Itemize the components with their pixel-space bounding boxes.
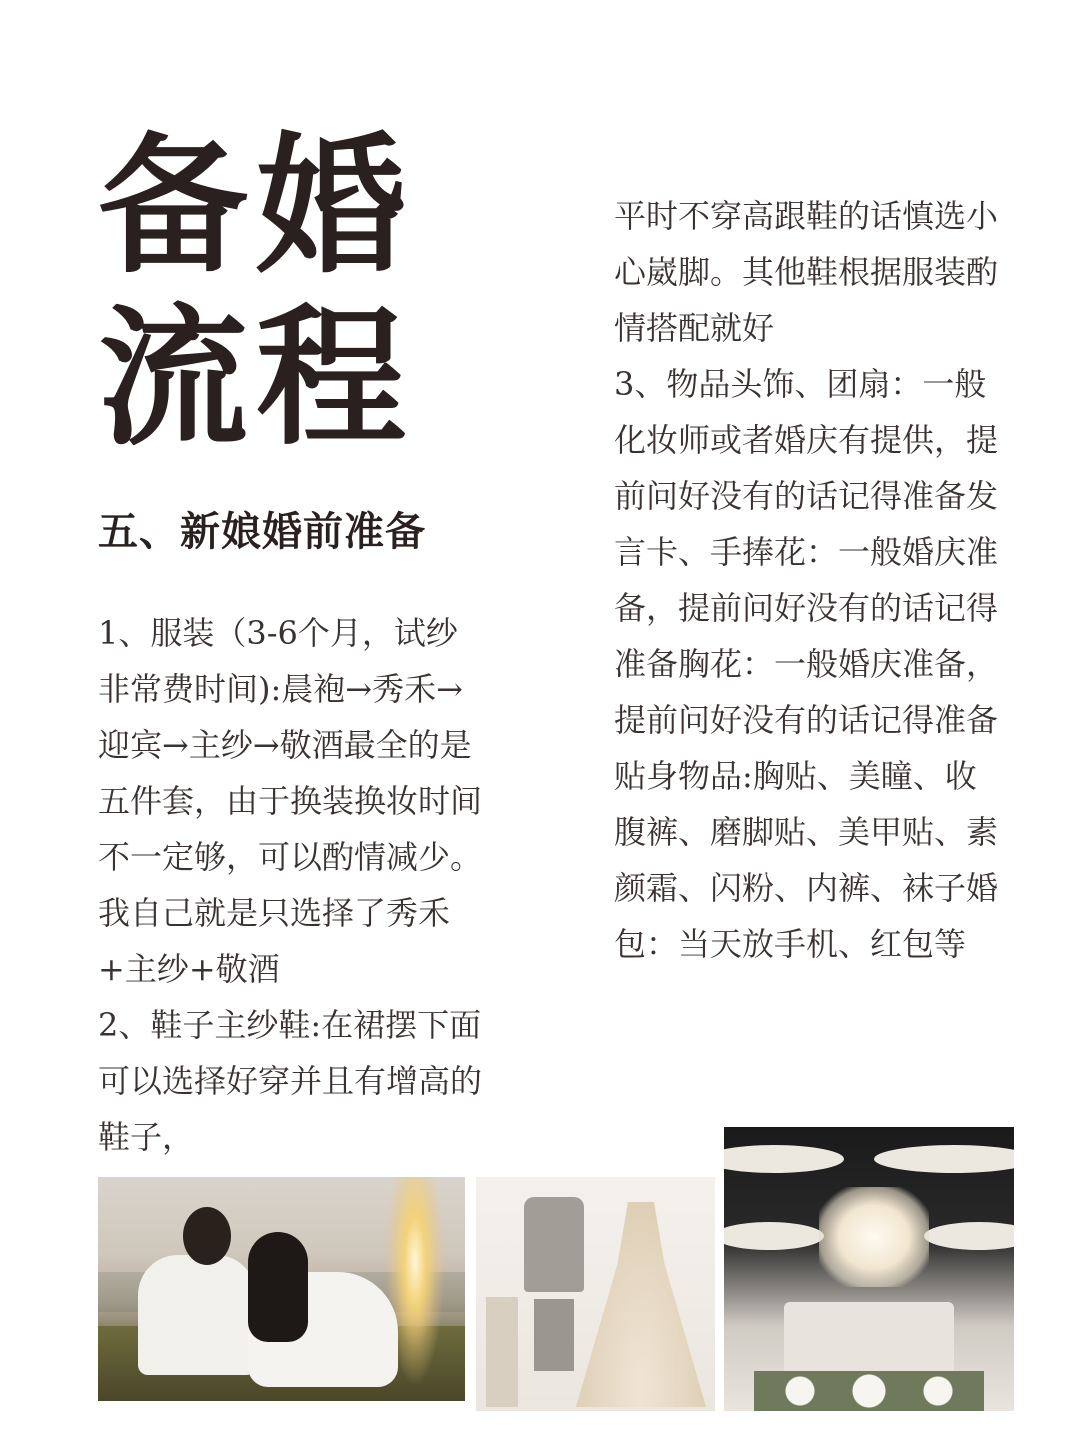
section-heading: 五、新娘婚前准备 — [98, 508, 426, 555]
floral-decoration — [754, 1371, 984, 1411]
groom-suit — [524, 1197, 584, 1292]
shoes-paragraph: 2、鞋子主纱鞋:在裙摆下面可以选择好穿并且有增高的鞋子， — [98, 1006, 483, 1156]
couple-photo — [98, 1177, 465, 1401]
shoes-continued-paragraph: 平时不穿高跟鞋的话慎选小心崴脚。其他鞋根据服装酌情搭配就好 — [614, 197, 999, 347]
wedding-dress — [576, 1202, 706, 1407]
title-line-2: 流程 — [98, 290, 415, 466]
items-paragraph: 3、物品头饰、团扇：一般化妆师或者婚庆有提供，提前问好没有的话记得准备发言卡、手捧花：一般婚庆准备，提前问好没有的话记得准备胸花：一般婚庆准备，提前问好没有的话记得准备贴身物品:胸贴、美瞳、收腹裤、磨脚贴、美甲贴、素颜霜、闪粉、内裤、袜子婚包：当天放手机、红包等 — [614, 365, 999, 963]
display-stand — [486, 1297, 518, 1407]
ceiling-drape — [724, 1145, 844, 1173]
bride-hair — [248, 1232, 308, 1342]
suit-trousers — [534, 1299, 574, 1371]
ceiling-drape — [874, 1145, 1014, 1173]
right-text-column — [614, 188, 1004, 972]
groom-head — [183, 1207, 231, 1265]
groom-figure — [138, 1255, 256, 1375]
left-text-column — [98, 605, 488, 1165]
crystal-chandelier — [819, 1187, 929, 1287]
title-line-1: 备婚 — [98, 118, 415, 294]
page-title — [98, 120, 418, 464]
ceiling-drape — [724, 1222, 824, 1250]
clothing-paragraph: 1、服装（3-6个月，试纱非常费时间):晨袍→秀禾→迎宾→主纱→敬酒最全的是五件套，由于换装换妆时间不一定够，可以酌情减少。我自己就是只选择了秀禾+主纱+敬酒 — [98, 614, 483, 988]
ceremony-stage — [784, 1302, 954, 1377]
wedding-hall-photo — [724, 1127, 1014, 1411]
wedding-attire-photo — [476, 1177, 715, 1411]
ceiling-drape — [924, 1222, 1014, 1250]
